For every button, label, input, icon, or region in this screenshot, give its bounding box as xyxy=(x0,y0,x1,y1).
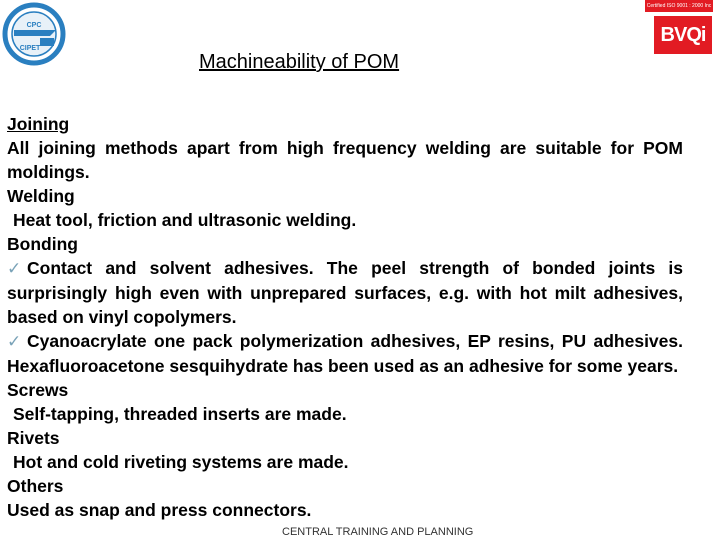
bvqi-logo-box xyxy=(654,16,712,54)
bonding-bullet-1-text: Contact and solvent adhesives. The peel strength of bonded joints is surprisingly high even with unprepared surfaces, e.g. with hot milt adhesives, based on vinyl copolymers. xyxy=(7,258,683,327)
bvqi-logo-text: BVQi xyxy=(660,24,706,46)
bvqi-logo xyxy=(645,0,720,55)
footer-text: CENTRAL TRAINING AND PLANNING xyxy=(282,526,474,538)
joining-heading: Joining xyxy=(7,114,70,134)
bonding-bullet-2 xyxy=(7,329,683,378)
check-arrow-icon: ✓ xyxy=(7,259,22,278)
certification-text: Certified ISO 9001 : 2000 Inc xyxy=(645,0,713,12)
rivets-text: Hot and cold riveting systems are made. xyxy=(13,452,349,472)
slide-content xyxy=(7,112,683,522)
check-arrow-icon: ✓ xyxy=(7,332,22,351)
joining-text: All joining methods apart from high frequency welding are suitable for POM moldings. xyxy=(7,138,683,182)
cipet-logo xyxy=(0,0,80,70)
logo-left-top-text: CPC xyxy=(26,22,42,29)
others-text: Used as snap and press connectors. xyxy=(7,500,312,520)
screws-heading: Screws xyxy=(7,380,69,400)
welding-text: Heat tool, friction and ultrasonic welding. xyxy=(13,210,357,230)
bonding-heading: Bonding xyxy=(7,234,78,254)
logo-left-bottom-text: CIPET xyxy=(19,45,41,52)
others-heading: Others xyxy=(7,476,64,496)
screws-text: Self-tapping, threaded inserts are made. xyxy=(13,404,347,424)
rivets-heading: Rivets xyxy=(7,428,60,448)
page-title: Machineability of POM xyxy=(199,51,400,73)
welding-heading: Welding xyxy=(7,186,75,206)
bonding-bullet-2-text: Cyanoacrylate one pack polymerization adhesives, EP resins, PU adhesives. Hexafluoroacetone sesquihydrate has been used as an adhesive for some years. xyxy=(7,331,683,376)
bonding-bullet-1 xyxy=(7,256,683,329)
